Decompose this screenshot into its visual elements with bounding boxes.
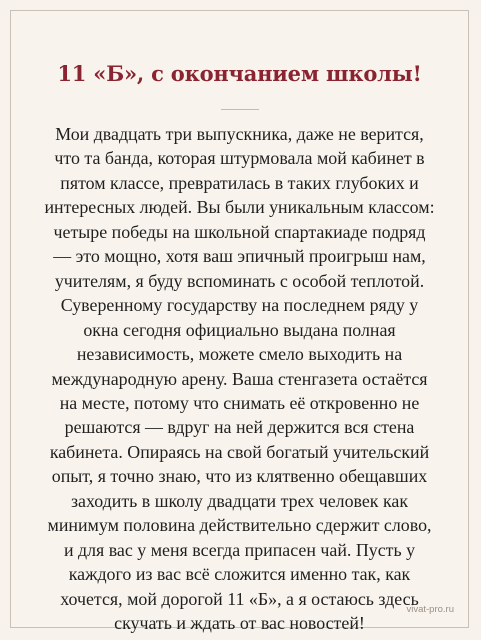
body-line: на месте, потому что снимать её откровенно не [59,392,420,413]
body-line: четыре победы на школьной спартакиаде подряд [53,221,426,242]
body-line: Суверенному государству на последнем ряду у [60,295,419,316]
body-line: каждого из вас всё сложится именно так, как [68,564,411,585]
body-line: что та банда, которая штурмовала мой кабинет в [54,148,425,169]
body-line: минимум половина действительно сдержит слово, [47,515,432,536]
body-line: скучать и ждать от вас новостей! [114,613,365,634]
card-title: 11 «Б», с окончанием школы! [57,61,422,86]
body-line: независимость, можете смело выходить на [76,344,403,365]
body-line: учителям, я буду вспоминать с особой теплотой. [54,270,425,291]
body-line: — это мощно, хотя ваш эпичный проигрыш нам, [53,246,426,267]
body-line: международную арену. Ваша стенгазета остаётся [51,368,428,389]
body-line: кабинета. Опираясь на свой богатый учительский [49,441,430,462]
body-line: опыт, я точно знаю, что из клятвенно обещавших [51,466,428,487]
body-line: и для вас у меня всегда припасен чай. Пусть у [63,539,416,560]
body-line: хочется, мой дорогой 11 «Б», а я остаюсь здесь [60,588,419,609]
body-line: пятом классе, превратилась в таких глубоких и [60,172,419,193]
greeting-card [10,10,469,634]
body-line: интересных людей. Вы были уникальным классом: [44,197,435,218]
body-line: Мои двадцать три выпускника, даже не верится, [55,124,424,144]
body-line: заходить в школу двадцати трех человек как [70,490,409,511]
site-watermark: vivat-pro.ru [406,604,454,615]
body-line: решаются — вдруг на ней держится вся стена [64,417,415,438]
card-body [33,122,446,636]
body-line: окна сегодня официально выдана полная [83,319,396,340]
title-divider [221,109,259,110]
